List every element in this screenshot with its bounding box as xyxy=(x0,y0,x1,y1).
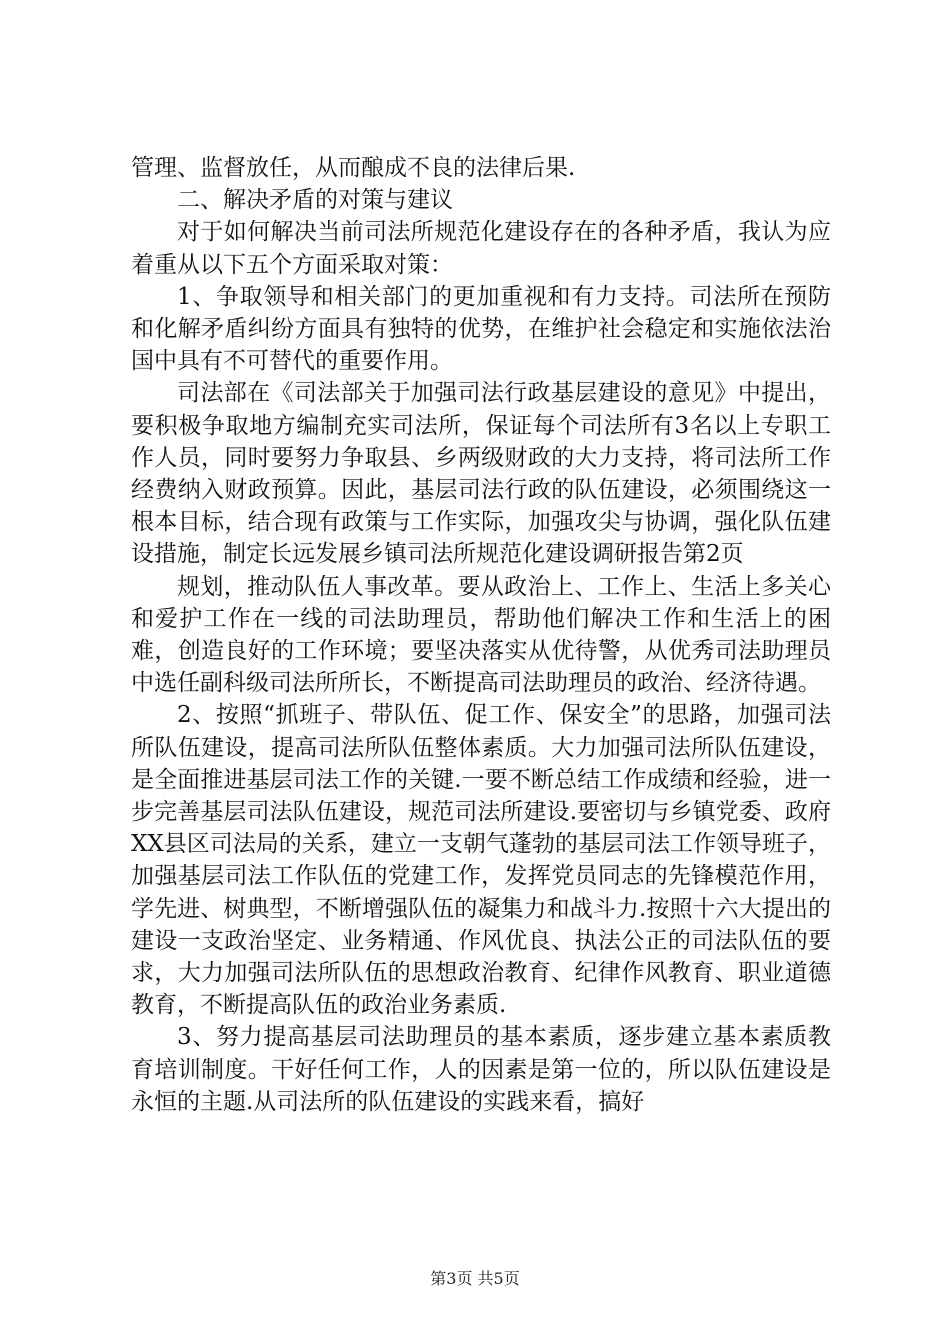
paragraph-point-3: 3、努力提高基层司法助理员的基本素质，逐步建立基本素质教育培训制度。干好任何工作，人的因素是第一位的，所以队伍建设是永恒的主题.从司法所的队伍建设的实践来看，搞好 xyxy=(131,1024,831,1115)
page-number-label: 第3页 共5页 xyxy=(430,1269,520,1288)
document-body xyxy=(131,152,831,1118)
section-heading: 二、解决矛盾的对策与建议 xyxy=(177,187,453,214)
page-footer xyxy=(0,1268,950,1290)
paragraph-ministry-opinion: 司法部在《司法部关于加强司法行政基层建设的意见》中提出，要积极争取地方编制充实司法所，保证每个司法所有3名以上专职工作人员，同时要努力争取县、乡两级财政的大力支持，将司法所工作经费纳入财政预算。因此，基层司法行政的队伍建设，必须围绕这一根本目标，结合现有政策与工作实际，加强攻尖与协调，强化队伍建设措施，制定长远发展乡镇司法所规范化建设调研报告第2页 xyxy=(131,380,831,568)
paragraph-continuation: 管理、监督放任，从而酿成不良的法律后果. xyxy=(131,155,576,181)
paragraph-intro: 对于如何解决当前司法所规范化建设存在的各种矛盾，我认为应着重从以下五个方面采取对策： xyxy=(131,219,831,278)
paragraph-point-1: 1、争取领导和相关部门的更加重视和有力支持。司法所在预防和化解矛盾纠纷方面具有独特的优势，在维护社会稳定和实施依法治国中具有不可替代的重要作用。 xyxy=(131,283,831,375)
paragraph-planning: 规划，推动队伍人事改革。要从政治上、工作上、生活上多关心和爱护工作在一线的司法助理员，帮助他们解决工作和生活上的困难，创造良好的工作环境；要坚决落实从优待警，从优秀司法助理员中选任副科级司法所所长，不断提高司法助理员的政治、经济待遇。 xyxy=(131,573,831,697)
paragraph-point-2: 2、按照“抓班子、带队伍、促工作、保安全”的思路，加强司法所队伍建设，提高司法所队伍整体素质。大力加强司法所队伍建设，是全面推进基层司法工作的关键.一要不断总结工作成绩和经验，进一步完善基层司法队伍建设，规范司法所建设.要密切与乡镇党委、政府XX县区司法局的关系，建立一支朝气蓬勃的基层司法工作领导班子，加强基层司法工作队伍的党建工作，发挥党员同志的先锋模范作用，学先进、树典型，不断增强队伍的凝集力和战斗力.按照十六大提出的建设一支政治坚定、业务精通、作风优良、执法公正的司法队伍的要求，大力加强司法所队伍的思想政治教育、纪律作风教育、职业道德教育，不断提高队伍的政治业务素质. xyxy=(131,702,831,1019)
